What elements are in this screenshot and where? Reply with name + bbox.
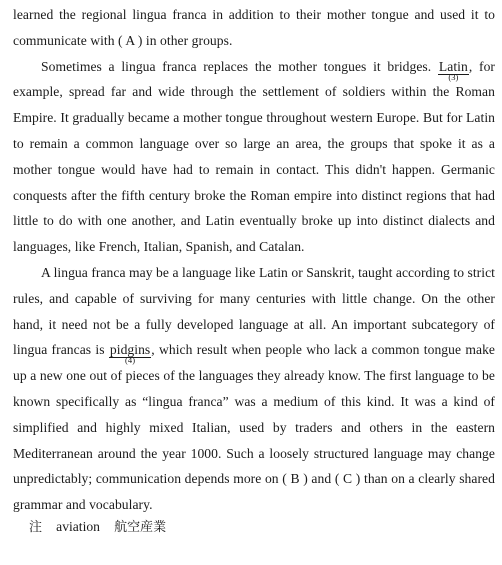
underlined-word-latin: Latin [438, 58, 468, 74]
underlined-latin [438, 58, 469, 82]
footnote-translation: 航空産業 [114, 520, 167, 535]
paragraph-3-before: A lingua franca may be a language like Latin or Sanskrit, taught according to strict rules, and capable of surviving for many centuries with little change. On the other hand, it need not be a fully developed language at all. An important subcategory of lingua francas is [13, 264, 495, 358]
footnote-label: 注 [29, 520, 43, 535]
paragraph-1-text: learned the regional lingua franca in addition to their mother tongue and used it to communicate with ( A ) in other groups. [13, 7, 495, 48]
paragraph-2-before: Sometimes a lingua franca replaces the mother tongues it bridges. [41, 58, 438, 74]
footnote [29, 516, 176, 535]
underlined-word-pidgins: pidgins [109, 342, 151, 358]
paragraph-2 [13, 54, 495, 260]
paragraph-2-after: , for example, spread far and wide through the settlement of soldiers within the Roman Empire. It gradually became a mother tongue throughout western Europe. But for Latin to remain a common language over so large an area, the groups that spoke it as a mother tongue would have had to remain in contact. This didn't happen. Germanic conquests after the fifth century broke the Roman empire into distinct regions that had little to do with one another, and Latin eventually broke up into distinct dialects and languages, like French, Italian, Spanish, and Catalan. [13, 58, 495, 255]
passage [13, 2, 495, 518]
underline-number-3: (3) [448, 71, 459, 82]
paragraph-1 [13, 2, 495, 54]
underline-number-4: (4) [125, 355, 136, 366]
footnote-term: aviation [56, 519, 100, 534]
paragraph-3-after: , which result when people who lack a common tongue make up a new one out of pieces of the languages they already know. The first language to be known specifically as “lingua franca” was a medium of this kind. It was a kind of simplified and highly mixed Italian, used by traders and others in the eastern Mediterranean around the year 1000. Such a loosely structured language may change unpredictably; communication depends more on ( B ) and ( C ) than on a clearly shared grammar and vocabulary. [13, 342, 495, 513]
underlined-pidgins [109, 341, 151, 366]
paragraph-3 [13, 260, 495, 518]
